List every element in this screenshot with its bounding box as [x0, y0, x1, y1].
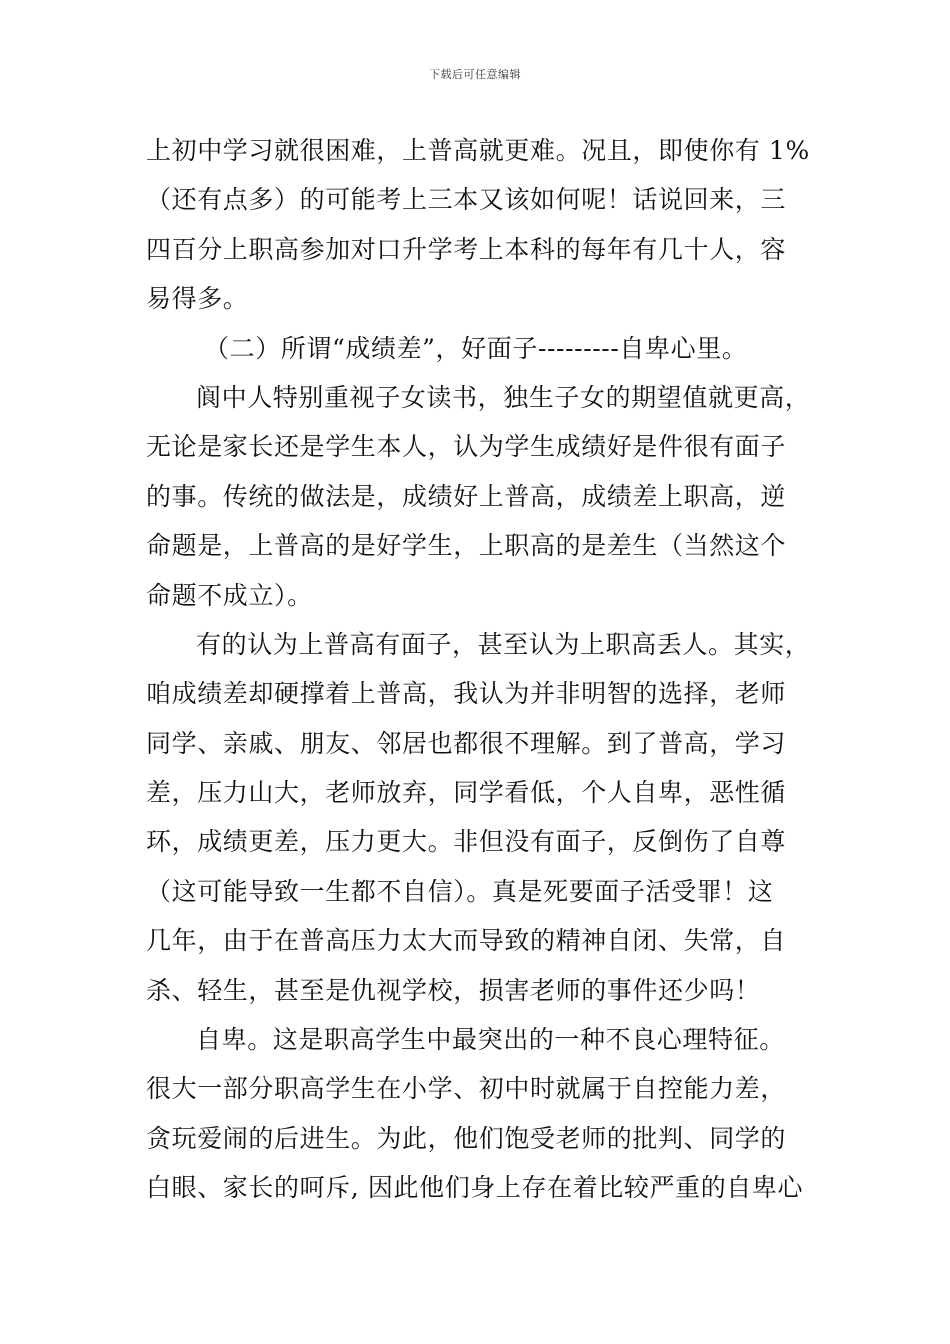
document-body	[146, 126, 826, 1213]
text-line: 几年，由于在普高压力太大而导致的精神自闭、失常，自	[146, 926, 787, 956]
text-line: 命题是，上普高的是好学生，上职高的是差生（当然这个	[146, 531, 787, 561]
text-line: 上初中学习就很困难，上普高就更难。况且，即使你有 1%	[146, 136, 810, 165]
text-line: 贪玩爱闹的后进生。为此，他们饱受老师的批判、同学的	[146, 1123, 787, 1153]
text-line: （这可能导致一生都不自信）。真是死要面子活受罪！这	[146, 876, 774, 906]
paragraph-start-line: 自卑。这是职高学生中最突出的一种不良心理特征。	[196, 1025, 785, 1055]
section-heading: （二）所谓“成绩差”，好面子---------自卑心里。	[204, 333, 748, 363]
text-line: 四百分上职高参加对口升学考上本科的每年有几十人，容	[146, 234, 787, 264]
text-line: 的事。传统的做法是，成绩好上普高，成绩差上职高，逆	[146, 481, 787, 511]
text-line: （还有点多）的可能考上三本又该如何呢！话说回来，三	[146, 185, 787, 215]
text-line: 杀、轻生，甚至是仇视学校，损害老师的事件还少吗！	[146, 975, 761, 1005]
page-header-note: 下载后可任意编辑	[429, 68, 521, 81]
text-line: 易得多。	[146, 284, 249, 314]
text-line: 差，压力山大，老师放弃，同学看低，个人自卑，恶性循	[146, 778, 787, 808]
text-line: 命题不成立）。	[146, 580, 313, 610]
text-line: 无论是家长还是学生本人，认为学生成绩好是件很有面子	[146, 432, 787, 462]
paragraph-start-line: 阆中人特别重视子女读书，独生子女的期望值就更高，	[196, 382, 811, 412]
text-line: 咱成绩差却硬撑着上普高，我认为并非明智的选择，老师	[146, 679, 787, 709]
paragraph-start-line: 有的认为上普高有面子，甚至认为上职高丢人。其实，	[196, 629, 811, 659]
text-line: 很大一部分职高学生在小学、初中时就属于自控能力差，	[146, 1074, 787, 1104]
text-line: 环，成绩更差，压力更大。非但没有面子，反倒伤了自尊	[146, 827, 787, 857]
text-line: 白眼、家长的呵斥, 因此他们身上存在着比较严重的自卑心	[146, 1173, 804, 1203]
text-line: 同学、亲戚、朋友、邻居也都很不理解。到了普高，学习	[146, 728, 787, 758]
